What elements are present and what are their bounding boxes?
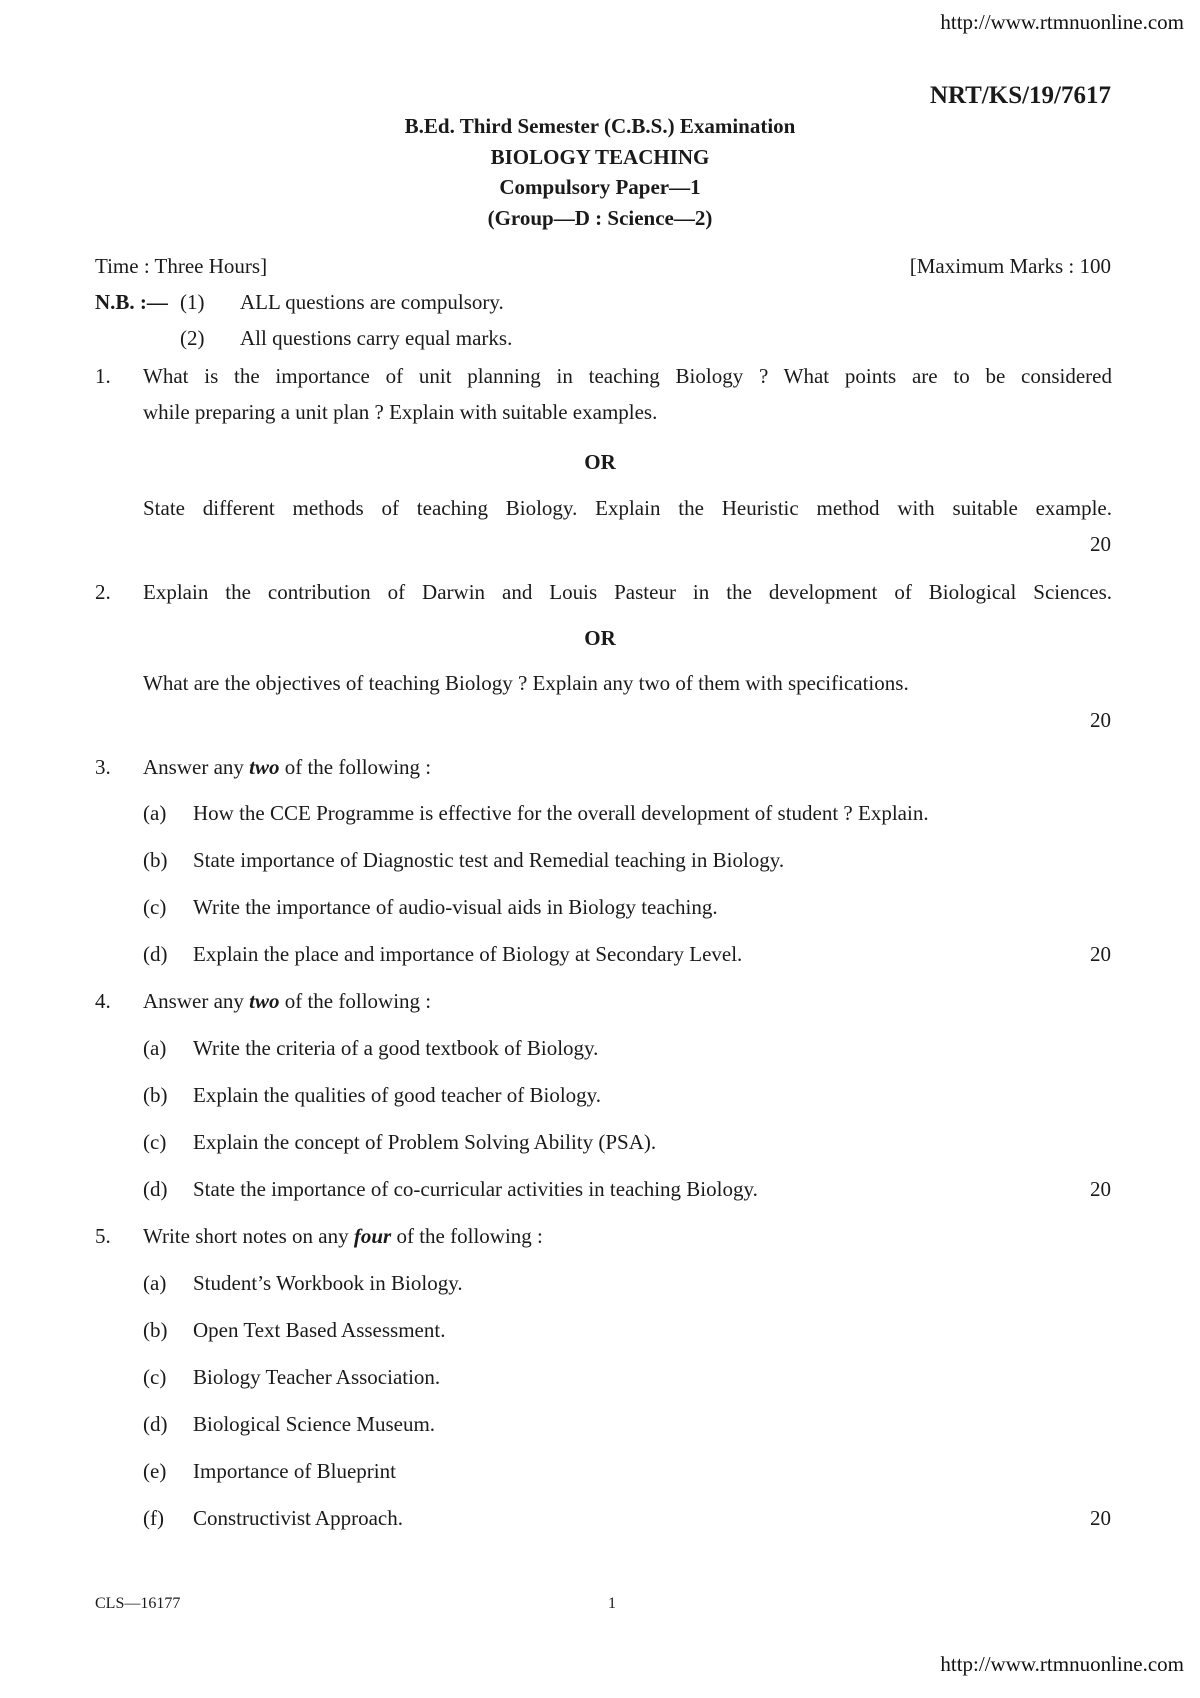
question-intro: Write short notes on any four of the following :: [143, 1224, 543, 1248]
part-label: (d): [143, 942, 168, 966]
note-number: (1): [180, 290, 205, 314]
part-text: Explain the qualities of good teacher of Biology.: [193, 1083, 602, 1107]
alternative-question-text: What are the objectives of teaching Biology ? Explain any two of them with specifications.: [143, 671, 909, 695]
part-label: (d): [143, 1412, 168, 1436]
part-label: (a): [143, 1271, 167, 1295]
question-number: 1.: [95, 364, 111, 388]
question-text: Explain the contribution of Darwin and Louis Pasteur in the development of Biological Sciences.: [143, 580, 1112, 604]
maximum-marks: [Maximum Marks : 100: [909, 254, 1111, 278]
part-text: Importance of Blueprint: [193, 1459, 396, 1483]
paper-title: Compulsory Paper—1: [499, 175, 701, 199]
part-label: (c): [143, 1130, 167, 1154]
part-text: Explain the concept of Problem Solving Ability (PSA).: [193, 1130, 657, 1154]
note-text: All questions carry equal marks.: [240, 326, 513, 350]
question-marks: 20: [1090, 942, 1111, 966]
website-url-top: http://www.rtmnuonline.com: [940, 10, 1184, 34]
question-number: 4.: [95, 989, 111, 1013]
question-marks: 20: [1090, 1506, 1111, 1530]
part-text: Explain the place and importance of Biology at Secondary Level.: [193, 942, 743, 966]
question-marks: 20: [1090, 708, 1111, 732]
time-allowed: Time : Three Hours]: [95, 254, 268, 278]
part-label: (b): [143, 1083, 168, 1107]
part-label: (b): [143, 1318, 168, 1342]
subject-title: BIOLOGY TEACHING: [490, 145, 710, 169]
part-text: State the importance of co-curricular activities in teaching Biology.: [193, 1177, 758, 1201]
part-label: (b): [143, 848, 168, 872]
part-label: (e): [143, 1459, 167, 1483]
part-text: Constructivist Approach.: [193, 1506, 403, 1530]
part-label: (a): [143, 801, 167, 825]
footer-paper-code: CLS—16177: [95, 1595, 181, 1612]
group-title: (Group—D : Science—2): [487, 206, 713, 230]
question-marks: 20: [1090, 1177, 1111, 1201]
alternative-question-text: State different methods of teaching Biology. Explain the Heuristic method with suitable example.: [143, 496, 1112, 520]
question-marks: 20: [1090, 532, 1111, 556]
part-label: (c): [143, 895, 167, 919]
website-url-bottom: http://www.rtmnuonline.com: [940, 1652, 1184, 1676]
part-text: Write the importance of audio-visual aids in Biology teaching.: [193, 895, 718, 919]
question-intro: Answer any two of the following :: [143, 755, 432, 779]
part-text: Biology Teacher Association.: [193, 1365, 441, 1389]
notes-label: N.B. :—: [95, 290, 168, 314]
or-separator: OR: [584, 450, 616, 474]
part-label: (a): [143, 1036, 167, 1060]
page-number: 1: [608, 1595, 616, 1612]
question-number: 2.: [95, 580, 111, 604]
question-number: 5.: [95, 1224, 111, 1248]
exam-title: B.Ed. Third Semester (C.B.S.) Examination: [404, 114, 796, 138]
question-number: 3.: [95, 755, 111, 779]
note-text: ALL questions are compulsory.: [240, 290, 504, 314]
part-text: Write the criteria of a good textbook of Biology.: [193, 1036, 599, 1060]
part-label: (d): [143, 1177, 168, 1201]
part-text: Open Text Based Assessment.: [193, 1318, 446, 1342]
question-text: while preparing a unit plan ? Explain with suitable examples.: [143, 400, 658, 424]
note-number: (2): [180, 326, 205, 350]
part-text: How the CCE Programme is effective for the overall development of student ? Explain.: [193, 801, 929, 825]
part-label: (c): [143, 1365, 167, 1389]
question-text: What is the importance of unit planning in teaching Biology ? What points are to be considered: [143, 364, 1112, 388]
part-text: State importance of Diagnostic test and Remedial teaching in Biology.: [193, 848, 785, 872]
part-label: (f): [143, 1506, 164, 1530]
paper-code: NRT/KS/19/7617: [929, 82, 1111, 109]
part-text: Student’s Workbook in Biology.: [193, 1271, 463, 1295]
part-text: Biological Science Museum.: [193, 1412, 436, 1436]
question-intro: Answer any two of the following :: [143, 989, 432, 1013]
or-separator: OR: [584, 626, 616, 650]
